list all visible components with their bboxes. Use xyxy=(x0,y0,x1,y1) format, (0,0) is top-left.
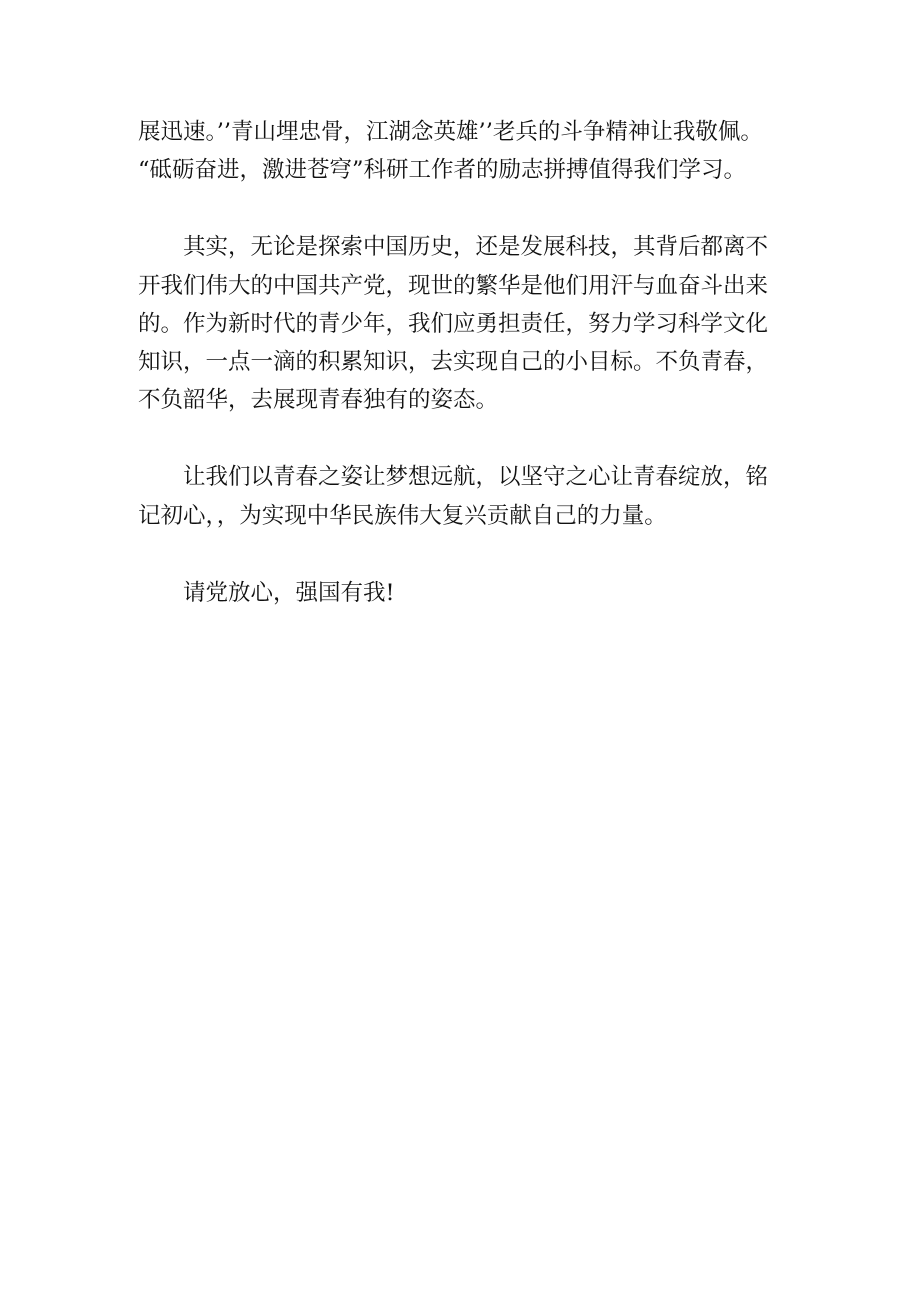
paragraph-spacer xyxy=(138,535,798,574)
paragraph-spacer xyxy=(138,419,798,458)
text-line: 的。作为新时代的青少年，我们应勇担责任，努力学习科学文化 xyxy=(138,310,769,337)
paragraph-3 xyxy=(138,458,798,534)
text-line: 请党放心，强国有我! xyxy=(183,579,395,606)
document-body xyxy=(138,113,798,612)
text-line: 记初心，，为实现中华民族伟大复兴贡献自己的力量。 xyxy=(138,502,667,529)
text-line: 展迅速。’’青山埋忠骨，江湖念英雄’’老兵的斗争精神让我敬佩。 xyxy=(138,119,763,145)
paragraph-spacer xyxy=(138,189,798,228)
text-line: 知识，一点一滴的积累知识，去实现自己的小目标。不负青春， xyxy=(138,349,769,376)
paragraph-1 xyxy=(138,113,798,189)
text-line: 不负韶华，去展现青春独有的姿态。 xyxy=(138,387,499,414)
paragraph-4 xyxy=(138,574,798,612)
text-line: 让我们以青春之姿让梦想远航，以坚守之心让青春绽放，铭 xyxy=(183,464,769,491)
text-line: 其实，无论是探索中国历史，还是发展科技，其背后都离不 xyxy=(183,234,769,261)
text-line: 开我们伟大的中国共产党，现世的繁华是他们用汗与血奋斗出来 xyxy=(138,272,769,299)
paragraph-2 xyxy=(138,228,798,419)
text-line: “砥砺奋进，激进苍穹”科研工作者的励志拼搏值得我们学习。 xyxy=(138,157,747,184)
